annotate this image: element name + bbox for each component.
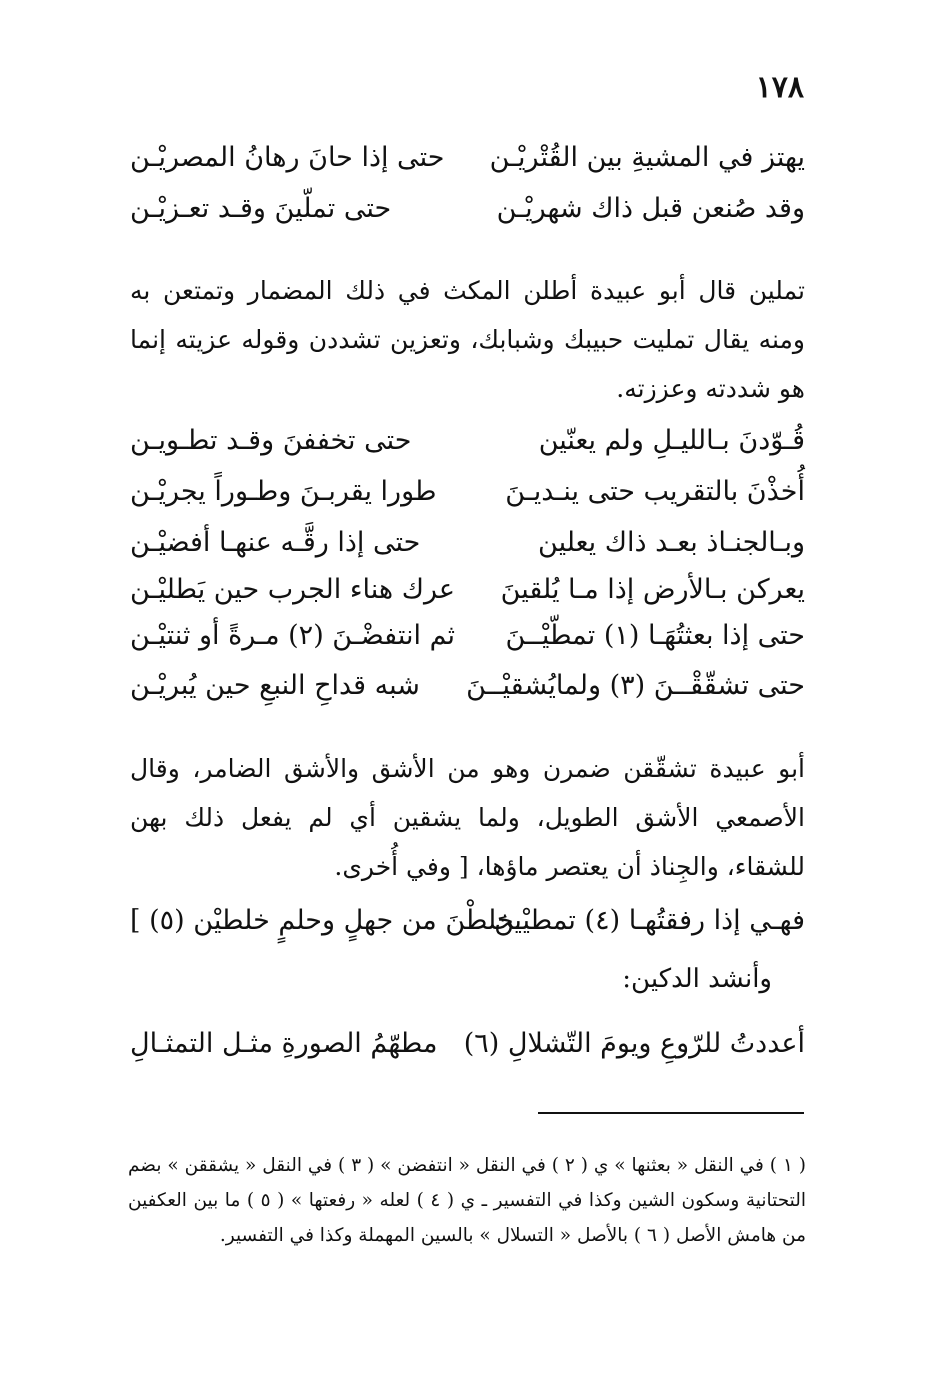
first-hemistich: حتى تشقّقْــنَ (٣) ولمايُشقيْــنَ xyxy=(466,670,805,701)
second-hemistich: ثم انتفضْـنَ (٢) مـرةً أو ثنتيْـن xyxy=(130,620,456,651)
second-hemistich: يخلطْنَ من جهلٍ وحلمٍ خلطيْن (٥) ] xyxy=(130,905,522,936)
verse-line xyxy=(130,142,805,190)
verse-line xyxy=(130,905,805,953)
second-hemistich: شبه قداحِ النبعِ حين يُبريْـن xyxy=(130,670,420,701)
verse-line xyxy=(130,527,805,575)
commentary-text: تملين قال أبو عبيدة أطلن المكث في ذلك المضمار وتمتعن به ومنه يقال تمليت حبيبك وشبابك، وتعزين تشددن وقوله عزيته إنما هو شددته وعززته. xyxy=(130,276,805,403)
verse-line xyxy=(130,425,805,473)
commentary-text: أبو عبيدة تشقّقن ضمرن وهو من الأشق والأشق الضامر، وقال الأصمعي الأشق الطويل، ولما يشقين أي لم يفعل ذلك بهن للشقاء، والجِناذ أن يعتصر ماؤها، [ وفي أُخرى. xyxy=(130,754,805,881)
first-hemistich: وبـالجنـاذ بعـد ذاك يعلين xyxy=(538,527,805,558)
page-number: ١٧٨ xyxy=(755,70,804,105)
first-hemistich: فهـي إذا رفقتُهـا (٤) تمطيْـنَ xyxy=(494,905,805,936)
second-hemistich: حتى إذا حانَ رهانُ المصريْـن xyxy=(130,142,445,173)
verse-line xyxy=(130,476,805,524)
verse-line xyxy=(130,1028,805,1076)
commentary-paragraph xyxy=(130,744,805,891)
footnotes: ( ١ ) في النقل « بعثنها » ي ( ٢ ) في النقل « انتفضن » ( ٣ ) في النقل « يشققن » بضم التحتانية وسكون الشين وكذا في التفسير ـ ي ( ٤ ) لعله « رفعتها » ( ٥ ) ما بين العكفين من هامش الأصل ( ٦ ) بالأصل « التسلال » بالسين المهملة وكذا في التفسير. xyxy=(128,1155,807,1246)
second-hemistich: طورا يقربـنَ وطـوراً يجريْـن xyxy=(130,476,437,507)
verse-line xyxy=(130,670,805,718)
second-hemistich: مطهّمُ الصورةِ مثـل التمثـالِ xyxy=(130,1028,438,1059)
second-hemistich: حتى تخففنَ وقـد تطـويـن xyxy=(130,425,412,456)
first-hemistich: أعددتُ للرّوعِ ويومَ التّشلالِ (٦) xyxy=(463,1028,805,1059)
second-hemistich: حتى إذا رقَّـه عنهـا أفضيْـن xyxy=(130,527,421,558)
first-hemistich: يهتز في المشيةِ بين القُتْريْـن xyxy=(489,142,805,173)
second-hemistich: عرك هناء الجرب حين يَطليْـن xyxy=(130,574,455,605)
first-hemistich: حتى إذا بعثتُهَـا (١) تمطّيْــنَ xyxy=(505,620,805,651)
first-hemistich: قُـوّدنَ بـالليـلِ ولم يعنّين xyxy=(538,425,805,456)
first-hemistich: أُخذْنَ بالتقريب حتى ينـديـنَ xyxy=(505,476,805,507)
verse-line xyxy=(130,193,805,241)
first-hemistich: وقد صُنعن قبل ذاك شهريْـن xyxy=(496,193,805,224)
commentary-paragraph xyxy=(130,266,805,413)
verse-line xyxy=(130,574,805,622)
verse-line xyxy=(130,620,805,668)
first-hemistich: يعركن بـالأرض إذا مـا يُلقينَ xyxy=(500,574,805,605)
second-hemistich: حتى تملّينَ وقـد تعـزيْـن xyxy=(130,193,392,224)
footnote-separator xyxy=(538,1112,804,1114)
recitation-line: وأنشد الدكين: xyxy=(622,964,772,994)
